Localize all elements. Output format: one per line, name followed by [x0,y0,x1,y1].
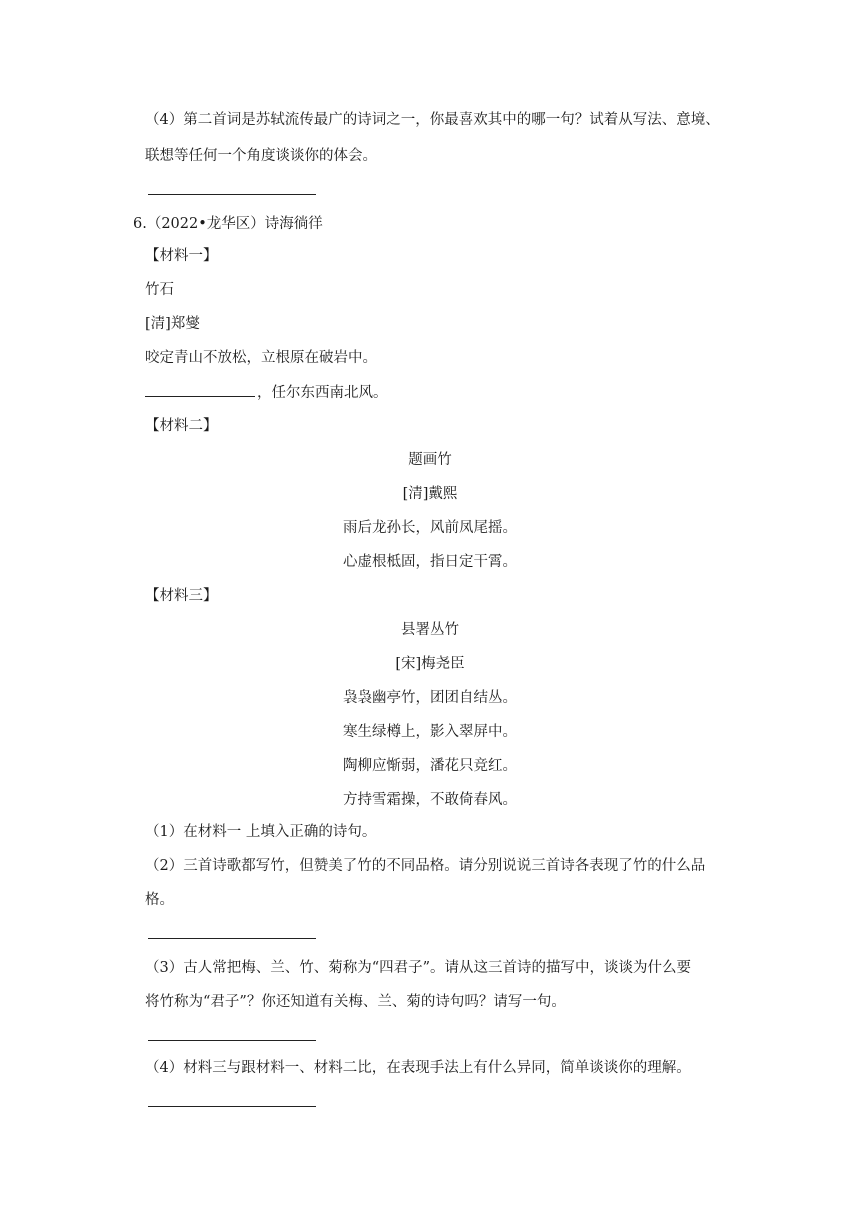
material2-author: [清]戴熙 [402,486,458,502]
fill-in-blank [145,382,255,397]
subquestion-3-line2: 将竹称为“君子”？你还知道有关梅、兰、菊的诗句吗？请写一句。 [145,994,566,1010]
answer-line [148,1040,316,1041]
material2-poem-line: 心虚根柢固，指日定干霄。 [343,554,517,570]
q5-part4-line2: 联想等任何一个角度谈谈你的体会。 [145,148,377,164]
answer-line [148,1106,316,1107]
material3-author: [宋]梅尧臣 [395,656,465,672]
material1-poem-line1: 咬定青山不放松，立根原在破岩中。 [145,350,377,366]
material3-label: 【材料三】 [145,588,218,604]
subquestion-2-line2: 格。 [145,892,174,908]
q5-part4-line1: （4）第二首词是苏轼流传最广的诗词之一，你最喜欢其中的哪一句？试着从写法、意境、 [145,112,720,128]
answer-line [148,938,316,939]
material3-poem-line: 寒生绿樽上，影入翠屏中。 [343,724,517,740]
subquestion-3-line1: （3）古人常把梅、兰、竹、菊称为“四君子”。请从这三首诗的描写中，谈谈为什么要 [145,960,692,976]
material3-poem-line: 陶柳应惭弱，潘花只竞红。 [343,758,517,774]
subquestion-1: （1）在材料一 上填入正确的诗句。 [145,824,377,840]
material2-label: 【材料二】 [145,418,218,434]
answer-line [148,194,316,195]
material1-poem-line2 [145,382,388,403]
material1-label: 【材料一】 [145,248,218,264]
material2-poem-line: 雨后龙孙长，风前凤尾摇。 [343,520,517,536]
material2-title: 题画竹 [408,452,452,468]
material1-poem-line2-text: ，任尔东西南北风。 [257,385,388,401]
material1-title: 竹石 [145,282,174,298]
subquestion-2-line1: （2）三首诗歌都写竹，但赞美了竹的不同品格。请分别说说三首诗各表现了竹的什么品 [145,858,706,874]
material1-author: [清]郑燮 [145,316,200,332]
material3-title: 县署丛竹 [401,622,459,638]
subquestion-4: （4）材料三与跟材料一、材料二比，在表现手法上有什么异同，简单谈谈你的理解。 [145,1060,691,1076]
question-header: 6.（2022•龙华区）诗海徜徉 [133,216,323,232]
material3-poem-line: 袅袅幽亭竹，团团自结丛。 [343,690,517,706]
material3-poem-line: 方持雪霜操，不敢倚春风。 [343,792,517,808]
